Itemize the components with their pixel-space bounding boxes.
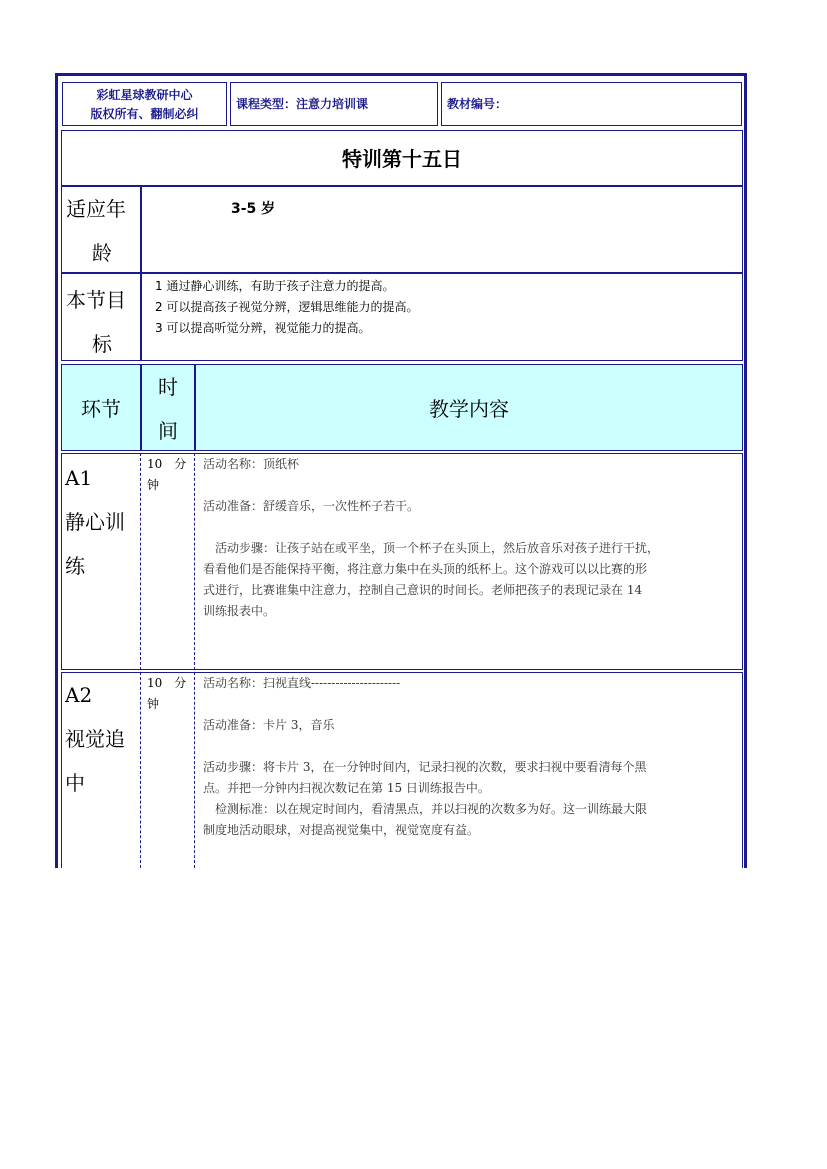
- goals-label-cell: [61, 273, 141, 361]
- course-type: 课程类型：注意力培训课: [236, 97, 369, 111]
- a1-section-name: A1 静心训 练: [65, 466, 125, 578]
- activity-prep: 活动准备：卡片 3，音乐: [203, 718, 335, 732]
- goal-item: 1 通过静心训练，有助于孩子注意力的提高。: [155, 279, 395, 293]
- row-a1-divider: [194, 453, 195, 670]
- page-title: 特训第十五日: [342, 147, 462, 171]
- age-value-cell: [141, 186, 743, 273]
- goals-list: [155, 276, 418, 339]
- copyright-notice: 版权所有、翻制必纠: [90, 107, 199, 121]
- time-header: 时 间: [158, 375, 178, 443]
- a2-section-name: A2 视觉追 中: [65, 683, 125, 795]
- a1-time: 10 分 钟: [147, 457, 187, 492]
- activity-steps: 看看他们是否能保持平衡，将注意力集中在头顶的纸杯上。这个游戏可以以比赛的形: [203, 562, 648, 576]
- material-number: 教材编号：: [447, 97, 508, 111]
- content-header-cell: [195, 364, 743, 451]
- section-header: 环节: [81, 397, 121, 421]
- activity-steps: 检测标准：以在规定时间内，看清黑点，并以扫视的次数多为好。这一训练最大限: [203, 802, 648, 816]
- activity-prep: 活动准备：舒缓音乐，一次性杯子若干。: [203, 499, 420, 513]
- activity-steps: 制度地活动眼球，对提高视觉集中，视觉宽度有益。: [203, 823, 480, 837]
- goals-content-cell: [141, 273, 743, 361]
- content-header: 教学内容: [429, 397, 509, 421]
- org-name: 彩虹星球教研中心: [96, 88, 193, 102]
- row-a2-divider: [194, 672, 195, 868]
- activity-steps: 活动步骤：将卡片 3，在一分钟时间内，记录扫视的次数，要求扫视中要看清每个黑: [203, 760, 647, 774]
- activity-steps: 训练报表中。: [203, 604, 276, 618]
- age-label: 适应年 龄: [66, 197, 126, 265]
- activity-name: 活动名称：扫视直线----------------------: [203, 676, 401, 690]
- time-header-cell: [141, 364, 195, 451]
- title-cell: [61, 130, 743, 186]
- activity-steps: 式进行，比赛谁集中注意力，控制自己意识的时间长。老师把孩子的表现记录在 14: [203, 583, 643, 597]
- material-no-cell: [441, 82, 742, 126]
- section-header-cell: [61, 364, 141, 451]
- a2-content: [203, 673, 739, 841]
- row-a2-divider: [140, 672, 141, 868]
- org-cell: [62, 82, 227, 126]
- goal-item: 3 可以提高听觉分辨，视觉能力的提高。: [155, 321, 371, 335]
- goal-item: 2 可以提高孩子视觉分辨，逻辑思维能力的提高。: [155, 300, 419, 314]
- activity-steps: 点。并把一分钟内扫视次数记在第 15 日训练报告中。: [203, 781, 490, 795]
- a2-time: 10 分 钟: [147, 676, 187, 711]
- age-value: 3-5 岁: [231, 201, 276, 217]
- course-type-cell: [230, 82, 438, 126]
- activity-name: 活动名称：顶纸杯: [203, 457, 300, 471]
- row-a1-divider: [140, 453, 141, 670]
- a1-content: [203, 454, 739, 622]
- goals-label: 本节目 标: [66, 288, 126, 356]
- activity-steps: 活动步骤：让孩子站在或平坐，顶一个杯子在头顶上，然后放音乐对孩子进行干扰，: [203, 541, 660, 555]
- age-label-cell: [61, 186, 141, 273]
